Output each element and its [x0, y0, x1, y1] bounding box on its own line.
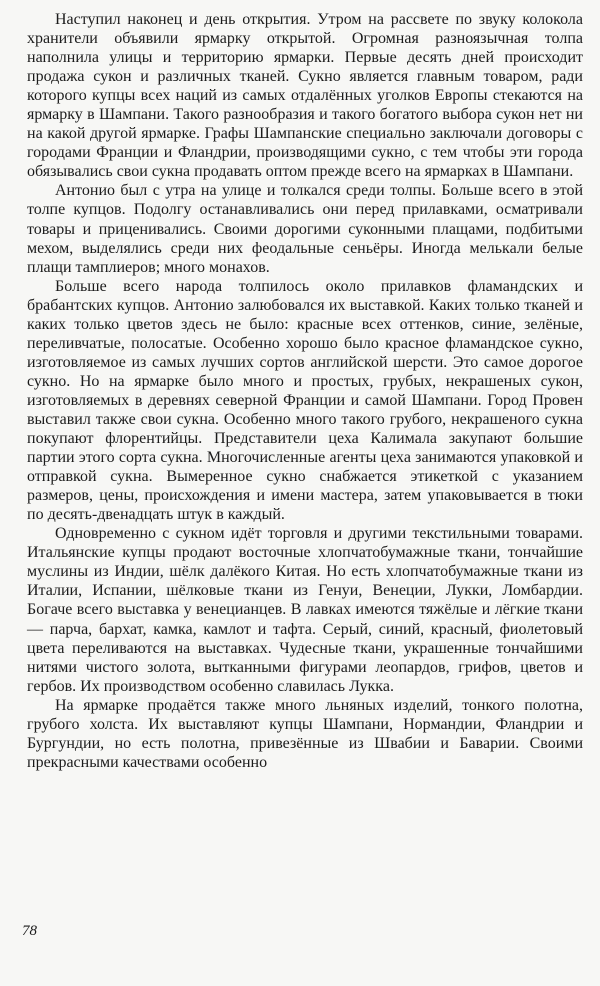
page-number: 78 — [22, 923, 37, 939]
book-page — [27, 10, 583, 772]
paragraph-1: Наступил наконец и день открытия. Утром на рассвете по звуку колокола хранители объявили ярмарку открытой. Огромная разноязычная толпа наполнила улицы и территорию ярмарки. Первые десять дней происходит продажа сукон и различных тканей. Сукно является главным товаром, ради которого купцы всех наций из самых отдалённых уголков Европы стекаются на ярмарку в Шампани. Такого разнообразия и такого богатого выбора сукон нет ни на какой другой ярмарке. Графы Шампанские специально заключали договоры с городами Франции и Фландрии, производящими сукно, с тем чтобы эти города обязывались свои сукна продавать оптом прежде всего на ярмарках в Шампани. — [27, 11, 583, 181]
paragraph-3: Больше всего народа толпилось около прилавков фламандских и брабантских купцов. Антонио залюбовался их выставкой. Каких только тканей и каких только цветов здесь не было: красные всех оттенков, синие, зелёные, переливчатые, полосатые. Особенно хорошо было красное фламандское сукно, изготовляемое из самых лучших сортов английской шерсти. Это самое дорогое сукно. Но на ярмарке было много и простых, грубых, некрашеных сукон, изготовляемых в деревнях северной Франции и самой Шампани. Город Провен выставил также свои сукна. Особенно много такого грубого, некрашеного сукна покупают флорентийцы. Представители цеха Калимала закупают большие партии этого сорта сукна. Многочисленные агенты цеха занимаются упаковкой и отправкой сукна. Вымеренное сукно снабжается этикеткой с указанием размеров, цены, происхождения и имени мастера, затем упаковывается в тюки по десять-двенадцать штук в каждый. — [27, 277, 583, 524]
paragraph-2: Антонио был с утра на улице и толкался среди толпы. Больше всего в этой толпе купцов. Подолгу останавливались они перед прилавками, осматривали товары и приценивались. Своими дорогими суконными плащами, подбитыми мехом, выделялись среди них феодальные сеньёры. Иногда мелькали белые плащи тамплиеров; много монахов. — [27, 182, 583, 276]
paragraph-5: На ярмарке продаётся также много льняных изделий, тонкого полотна, грубого холста. Их выставляют купцы Шампани, Нормандии, Фландрии и Бургундии, но есть полотна, привезённые из Швабии и Баварии. Своими прекрасными качествами особенно — [27, 696, 583, 771]
paragraph-4: Одновременно с сукном идёт торговля и другими текстильными товарами. Итальянские купцы продают восточные хлопчатобумажные ткани, тончайшие муслины из Индии, шёлк далёкого Китая. Но есть хлопчатобумажные ткани из Италии, Испании, шёлковые ткани из Генуи, Венеции, Лукки, Ломбардии. Богаче всего выставка у венецианцев. В лавках имеются тяжёлые и лёгкие ткани — парча, бархат, камка, камлот и тафта. Серый, синий, красный, фиолетовый цвета переливаются на выставках. Чудесные ткани, украшенные тончайшими нитями чистого золота, вытканными фигурами леопардов, грифов, цветов и гербов. Их производством особенно славилась Лукка. — [27, 525, 583, 695]
